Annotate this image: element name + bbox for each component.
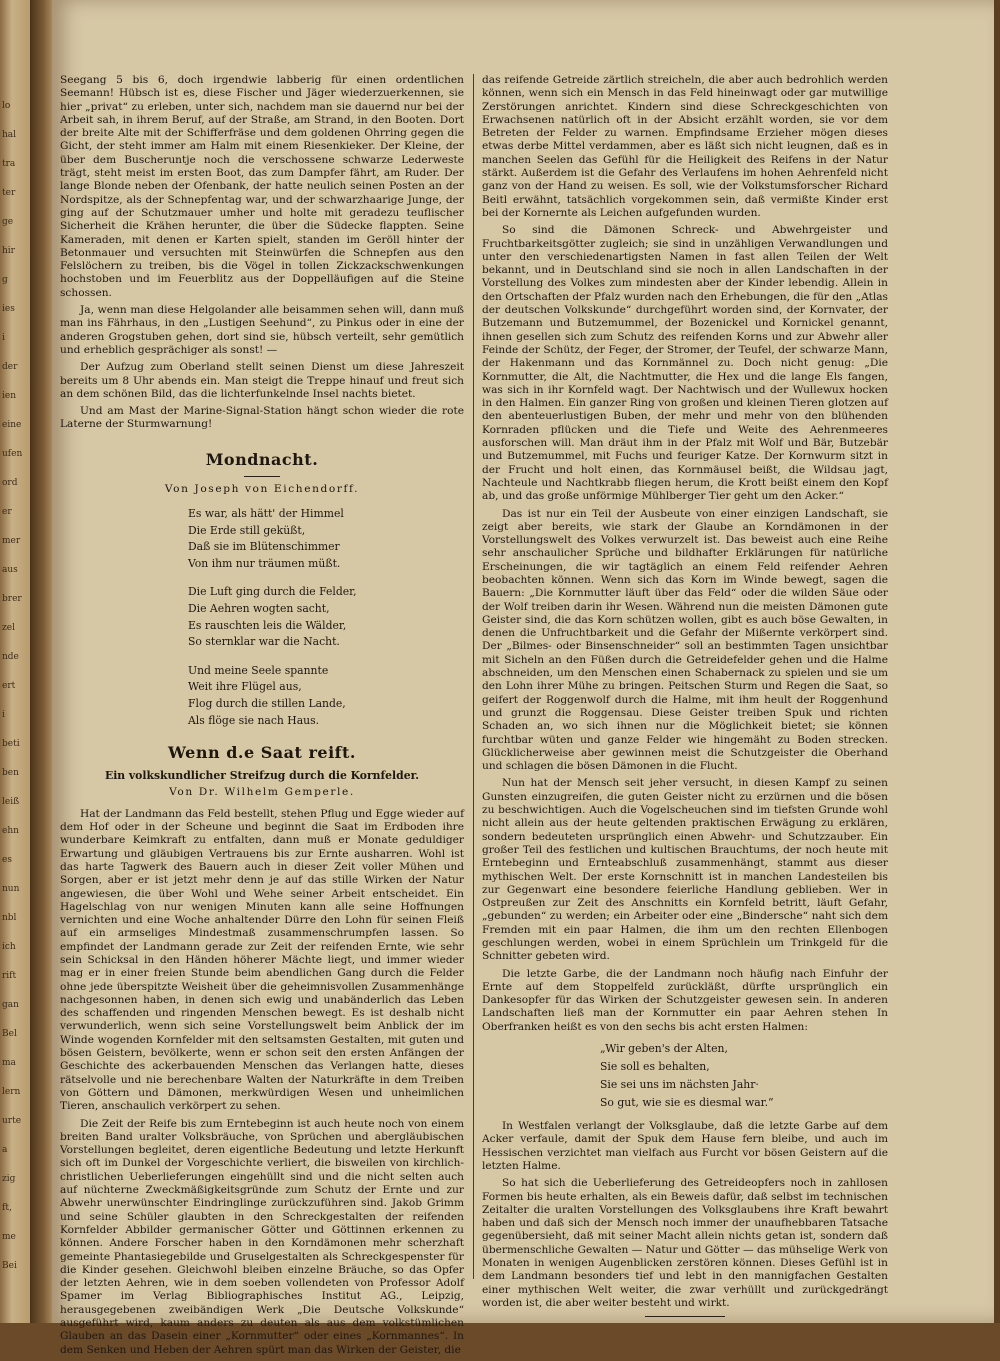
verse-line: Sie sei uns im nächsten Jahr· — [600, 1078, 759, 1092]
poem-line: Es rauschten leis die Wälder, — [188, 618, 347, 632]
poem-title: Mondnacht. — [205, 449, 319, 469]
previous-page-fragment: urte — [2, 1116, 22, 1126]
previous-page-fragment: aus — [2, 565, 18, 575]
previous-page-fragment: er — [2, 507, 12, 517]
intro-paragraph: Ja, wenn man diese Helgolander alle beisammen sehen will, dann muß man ins Fährhaus, in den „Lustigen Seehund“, zu Pinkus oder in eine der anderen Grogstuben gehen, dort sind sie, hübsch verteilt, sehr gemütlich und erheblich gesprächiger als sonst! — — [60, 304, 464, 356]
previous-page-fragment: zig — [2, 1174, 16, 1184]
previous-page-fragment: ufen — [2, 449, 23, 459]
poem-line: Es war, als hätt' der Himmel — [188, 507, 344, 521]
article-paragraph: das reifende Getreide zärtlich streicheln, die aber auch bedrohlich werden können, wenn sich ein Mensch in das Feld hineinwagt oder gar mutwillige Zerstörungen anrichtet. Kindern sind diese Schreckgeschichten von Erwachsenen natürlich oft in der Absicht erzählt worden, sie vor dem Betreten der Felder zu warnen. Empfindsame Erzieher mögen dieses etwas derbe Mittel verdammen, aber es läßt sich nicht leugnen, daß es in manchen Seelen das Gefühl für die Heiligkeit des Reifens in der Natur stärkt. Außerdem ist die Gefahr des Verlaufens im hohen Aehrenfeld nicht ganz von der Hand zu weisen. Es soll, wie der Volkstumsforscher Richard Beitl erwähnt, tatsächlich vorgekommen sein, daß vermißte Kinder erst bei der Kornernte als Leichen aufgefunden wurden. — [482, 74, 888, 219]
previous-page-fragment: ord — [2, 478, 18, 488]
previous-page-fragment: ien — [2, 391, 17, 401]
poem-line: So sternklar war die Nacht. — [188, 635, 340, 649]
article-paragraph: Nun hat der Mensch seit jeher versucht, in diesen Kampf zu seinen Gunsten einzugreifen, die guten Geister nicht zu erzürnen und die bösen zu beschwichtigen. Auch die Vogelscheuchen sind im tiefsten Grunde wohl nicht allein aus der heute geltenden praktischen Erwägung zu erklären, sondern bedeuteten ursprünglich einen Abwehr- und Schutzzauber. Ein großer Teil des festlichen und kultischen Brauchtums, der noch heute mit Erntebeginn und Ernteabschluß zusammenhängt, stammt aus dieser mythischen Welt. Der erste Kornschnitt ist in manchen Landesteilen bis zur Gegenwart eine besondere feierliche Handlung geblieben. Wer in Ostpreußen zur Zeit des Anschnitts ein Kornfeld betritt, läuft Gefahr, „gebunden“ zu werden; ein Arbeiter oder eine „Bindersche“ naht sich dem Fremden mit ein paar Halmen, die ihm um den rechten Ellenbogen geschlungen werden, wobei in einem Sprüchlein um Trinkgeld für die Schnitter gebeten wird. — [482, 777, 888, 963]
previous-page-fragment: nun — [2, 884, 20, 894]
previous-page-fragment: ert — [2, 681, 16, 691]
previous-page-fragment: hir — [2, 246, 15, 256]
previous-page-edge — [0, 0, 30, 1323]
previous-page-fragment: ge — [2, 217, 14, 227]
previous-page-fragment: hal — [2, 130, 17, 140]
previous-page-fragment: ft, — [2, 1203, 12, 1213]
previous-page-fragment: ter — [2, 188, 16, 198]
binding-gutter — [30, 0, 52, 1323]
previous-page-fragment: Bel — [2, 1029, 17, 1039]
poem-line: Flog durch die stillen Lande, — [188, 696, 346, 710]
previous-page-fragment: beti — [2, 739, 20, 749]
previous-page-fragment: ehn — [2, 826, 19, 836]
article-subtitle: Ein volkskundlicher Streifzug durch die Kornfelder. — [104, 769, 420, 783]
verse-line: Sie soll es behalten, — [600, 1060, 710, 1074]
intro-paragraph: Der Aufzug zum Oberland stellt seinen Dienst um diese Jahreszeit bereits um 8 Uhr abends ein. Man steigt die Treppe hinauf und freut sich an dem schönen Bild, das die lichterfunkelnde Insel nachts bietet. — [60, 361, 464, 400]
poem-line: Daß sie im Blütenschimmer — [188, 540, 340, 554]
previous-page-fragment: rift — [2, 971, 17, 981]
title-rule — [244, 476, 280, 477]
previous-page-fragment: me — [2, 1232, 16, 1242]
article-paragraph: In Westfalen verlangt der Volksglaube, daß die letzte Garbe auf dem Acker verfaule, damit der Spuk dem Hause fern bleibe, und auch im Hessischen verzichtet man vielfach aus Furcht vor bösen Geistern auf die letzten Halme. — [482, 1120, 888, 1172]
poem — [188, 506, 464, 729]
previous-page-fragment: ma — [2, 1058, 16, 1068]
poem-author: Von Joseph von Eichendorff. — [164, 482, 360, 495]
previous-page-fragment: es — [2, 855, 12, 865]
poem-stanza — [188, 506, 464, 572]
previous-page-fragment: zel — [2, 623, 15, 633]
previous-page-fragment: brer — [2, 594, 22, 604]
previous-page-fragment: ich — [2, 942, 16, 952]
previous-page-fragment: leiß — [2, 797, 20, 807]
previous-page-fragment: nbl — [2, 913, 17, 923]
page-edge — [994, 0, 1000, 1323]
previous-page-fragment: nde — [2, 652, 19, 662]
intro-paragraph: Seegang 5 bis 6, doch irgendwie labberig für einen ordentlichen Seemann! Hübsch ist es, diese Fischer und Jäger wiederzuerkennen, sie hier „privat“ zu erleben, unter sich, nachdem man sie dauernd nur bei der Arbeit sah, in ihrem Beruf, auf der Straße, am Strand, in den Booten. Dort der breite Alte mit der Schifferfräse und dem goldenen Ohrring gegen die Gicht, der steht immer am Halm mit einem Riesenkieker. Der Kleine, der über dem Buscheruntje noch die verschossene schwarze Lederweste trägt, steht meist im ersten Boot, das zum Dampfer fährt, am Ruder. Der lange Blonde neben der Ofenbank, der hatte neulich seinen Posten an der Nordspitze, als der Schnepfentag war, und der schwarzhaarige Junge, der ging auf der Schutzmauer umher und holte mit geradezu teuflischer Sicherheit die Krähen herunter, die über die Südecke flappten. Seine Kameraden, mit denen er Karten spielt, standen im Geröll hinter der Betonmauer und versuchten mit Steinwürfen die Schnepfen aus den Felslöchern zu treiben, bis die Vögel in tollen Zickzackschwenkungen hochstoben und im Feuerblitz aus der Doppelläufigen auf die Steine schossen. — [60, 74, 464, 299]
poem-line: Die Erde still geküßt, — [188, 523, 306, 537]
poem-line: Von ihm nur träumen müßt. — [188, 556, 341, 570]
previous-page-fragment: gan — [2, 1000, 19, 1010]
right-column — [482, 74, 888, 1317]
article-paragraph: Hat der Landmann das Feld bestellt, stehen Pflug und Egge wieder auf dem Hof oder in der Scheune und beginnt die Saat im Erdboden ihre wunderbare Keimkraft zu entfalten, dann muß er Monate geduldiger Erwartung und gläubigen Vertrauens bis zur Ernte ausharren. Wohl ist das harte Tagwerk des Bauern auch in dieser Zeit voller Mühen und Sorgen, aber er ist jetzt mehr denn je auf das stille Wirken der Natur angewiesen, die über Wohl und Wehe seiner Arbeit entscheidet. Ein Hagelschlag von nur wenigen Minuten kann alle seine Hoffnungen vernichten und eine Woche anhaltender Dürre den Lohn für seinen Fleiß auf ein armseliges Mindestmaß zusammenschrumpfen lassen. So empfindet der Landmann gerade zur Zeit der reifenden Ernte, wie sehr sein Schicksal in den Händen höherer Mächte liegt, und immer wieder mag er in einer freien Stunde beim abendlichen Gang durch die Felder ohne jede überspitzte Weisheit über die geheimnisvollen Zusammenhänge nachgesonnen haben, in denen sich ewig und unabänderlich das Leben des schaffenden und ringenden Menschen bewegt. Es ist deshalb nicht verwunderlich, wenn sich seine Vorstellungswelt beim Anblick der im Winde wogenden Kornfelder mit den seltsamsten Gestalten, mit guten und bösen Geistern, bevölkerte, wenn er schon seit den ersten Anfängen der Geschichte des ackerbauenden Menschen das Verlangen hatte, dieses rätselvolle und nie berechenbare Walten der Naturkräfte in dem Treiben von Göttern und Dämonen, merkwürdigen Wesen und unheimlichen Tieren, anschaulich verkörpert zu sehen. — [60, 807, 464, 1113]
previous-page-fragment: g — [2, 275, 8, 285]
article-paragraph: So hat sich die Ueberlieferung des Getreideopfers noch in zahllosen Formen bis heute erhalten, als ein Beweis dafür, daß selbst im technischen Zeitalter die uralten Vorstellungen des Volksglaubens ihre Kraft bewahrt haben und daß sich der Mensch noch immer der unaufhebbaren Tatsache gegenübersieht, daß mit seiner Macht allein nichts getan ist, sondern daß übermenschliche Gewalten — Natur und Götter — das mühselige Werk von Monaten in wenigen Augenblicken zerstören können. Dieses Gefühl ist in dem Landmann besonders tief und lebt in den mannigfachen Gestalten einer mythischen Welt weiter, die zwar verhüllt und zurückgedrängt worden ist, die aber weiter besteht und wirkt. — [482, 1177, 888, 1309]
previous-page-fragment: ies — [2, 304, 15, 314]
article-paragraph: So sind die Dämonen Schreck- und Abwehrgeister und Fruchtbarkeitsgötter zugleich; sie sind in unzähligen Verwandlungen und unter den verschiedenartigsten Namen in fast allen Teilen der Welt bekannt, und in Deutschland sind sie noch in allen Landschaften in der Vorstellung des Volkes zum mindesten aber der Kinder lebendig. Allein in den Ortschaften der Pfalz wurden nach den Erhebungen, die für den „Atlas der deutschen Volkskunde“ durchgeführt worden sind, der Kornvater, der Butzemann und Butzemummel, der Bozenickel und Kornickel genannt, ihnen gesellen sich zum Schutz des reifenden Korns und zur Abwehr aller Feinde der Schütz, der Feger, der Stromer, der Teufel, der schwarze Mann, der Hakenmann und das Kornmännel zu. Doch nicht genug: „Die Kornmutter, die Alt, die Nachtmutter, die Hex und die lange Els fangen, was sich in ihr Kornfeld wagt. Der Nachtwisch und der Wullewux hocken in den Halmen. Ein ganzer Ring von großen und kleinen Tieren glotzen auf den abenteuerlustigen Buben, der mehr und mehr von den blühenden Kornraden pflücken und die Tiefe und Weite des Aehrenmeeres ausforschen will. Man dräut ihm in der Pfalz mit Wolf und Bär, Butzebär und Butzemummel, mit Fuchs und feuriger Katze. Der Kornwurm sitzt in der Frucht und holt einen, das Kornmäusel beißt, die Wildsau jagt, Nachteule und Nachtkrabb fliegen herum, die Krott beißt einem den Kopf ab, und das große unförmige Mühlberger Tier geht um den Acker.“ — [482, 224, 888, 503]
poem-stanza — [188, 663, 464, 729]
poem-stanza — [188, 584, 464, 650]
previous-page-fragment: tra — [2, 159, 16, 169]
article-paragraph: Die letzte Garbe, die der Landmann noch häufig nach Einfuhr der Ernte auf dem Stoppelfeld zurückläßt, dürfte ursprünglich ein Dankesopfer für das Wirken der Schutzgeister gewesen sein. In anderen Landschaften ließ man der Kornmutter ein paar Aehren stehen In Oberfranken heißt es von den sechs bis acht ersten Halmen: — [482, 967, 888, 1033]
verse-line: So gut, wie sie es diesmal war.“ — [600, 1096, 774, 1110]
previous-page-fragment: Bei — [2, 1261, 17, 1271]
previous-page-fragment: a — [2, 1145, 8, 1155]
poem-line: Die Aehren wogten sacht, — [188, 601, 330, 615]
intro-paragraph: Und am Mast der Marine-Signal-Station hängt schon wieder die rote Laterne der Sturmwarnung! — [60, 405, 464, 431]
left-column — [60, 74, 464, 1361]
previous-page-fragment: der — [2, 362, 18, 372]
previous-page-fragment: lern — [2, 1087, 21, 1097]
article-author: Von Dr. Wilhelm Gemperle. — [169, 786, 355, 799]
previous-page-fragment: i — [2, 710, 5, 720]
verse — [600, 1040, 888, 1112]
previous-page-fragment: ben — [2, 768, 19, 778]
poem-line: Weit ihre Flügel aus, — [188, 680, 302, 694]
previous-page-fragment: i — [2, 333, 5, 343]
poem-line: Und meine Seele spannte — [188, 663, 329, 677]
previous-page-fragment: lo — [2, 101, 11, 111]
verse-line: „Wir geben's der Alten, — [600, 1042, 728, 1056]
poem-line: Die Luft ging durch die Felder, — [188, 585, 357, 599]
article-paragraph: Das ist nur ein Teil der Ausbeute von einer einzigen Landschaft, sie zeigt aber bereits, wie stark der Glaube an Korndämonen in der Vorstellungswelt des Volkes verwurzelt ist. Das beweist auch eine Reihe sehr anschaulicher Sprüche und bildhafter Erklärungen für natürliche Erscheinungen, die wir tagtäglich an einem Feld reifender Aehren beobachten können. Wenn sich das Korn im Winde bewegt, sagen die Bauern: „Die Kornmutter läuft über das Feld“ oder die wilden Säue oder der Wolf treiben darin ihr Wesen. Während nun die meisten Dämonen gute Geister sind, die das Korn schützen wollen, gibt es auch böse Gewalten, in denen die Unfruchtbarkeit und die Gefahr der Mißernte verkörpert sind. Der „Bilmes- oder Binsenschneider“ soll an bestimmten Tagen unsichtbar mit Sicheln an den Füßen durch die Getreidefelder gehen und die Halme abschneiden, um den Menschen einen Schabernack zu spielen und sie um den Lohn ihrer Mühe zu bringen. Peitschen Sturm und Regen die Saat, so geifert der Roggenwolf durch die Halme, mit ihm heult der Roggenhund und grunzt die Roggensau. Diese Geister treiben Spuk und richten Schaden an, wo sich ihnen nur die Möglichkeit bietet; sie können furchtbar wüten und ganze Felder wie hingemäht zu Boden strecken. Glücklicherweise aber gewinnen meist die Schutzgeister die Oberhand und schlagen die bösen Dämonen in die Flucht. — [482, 507, 888, 773]
previous-page-fragment: mer — [2, 536, 21, 546]
article-title: Wenn d.e Saat reift. — [168, 743, 356, 763]
end-rule — [645, 1316, 725, 1317]
previous-page-fragment: eine — [2, 420, 22, 430]
poem-line: Als flöge sie nach Haus. — [188, 713, 320, 727]
column-divider — [473, 74, 474, 1279]
article-paragraph: Die Zeit der Reife bis zum Erntebeginn ist auch heute noch von einem breiten Band uralter Volksbräuche, von Sprüchen und abergläubischen Vorstellungen begleitet, deren eigentliche Bedeutung und letzte Herkunft sich oft im Dunkel der Vorgeschichte verliert, die bisweilen von kirchlich-christlichen Ueberlieferungen eingehüllt sind und die nicht selten auch auf nüchterne Zweckmäßigkeitsgründe zum Schutz der Ernte und zur Abwehr unerwünschter Eindringlinge zurückzuführen sind. Jakob Grimm und seine Schüler glaubten in den Schreckgestalten der reifenden Kornfelder Abbilder germanischer Götter und Göttinnen erkennen zu können. Andere Forscher haben in den Korndämonen mehr scherzhaft gemeinte Phantasiegebilde und Gruselgestalten als Schreckgespenster für die Kinder gesehen. Gleichwohl bleiben einzelne Bräuche, so das Opfer der letzten Aehren, wie in dem soeben vollendeten von Professor Adolf Spamer im Verlag Bibliographisches Institut AG., Leipzig, herausgegebenen zweibändigen Werk „Die Deutsche Volkskunde“ ausgeführt wird, kaum anders zu deuten als aus dem volkstümlichen Glauben an das Dasein einer „Kornmutter“ oder eines „Kornmannes“. In dem Senken und Heben der Aehren spürt man das Wirken der Geister, die — [60, 1117, 464, 1356]
